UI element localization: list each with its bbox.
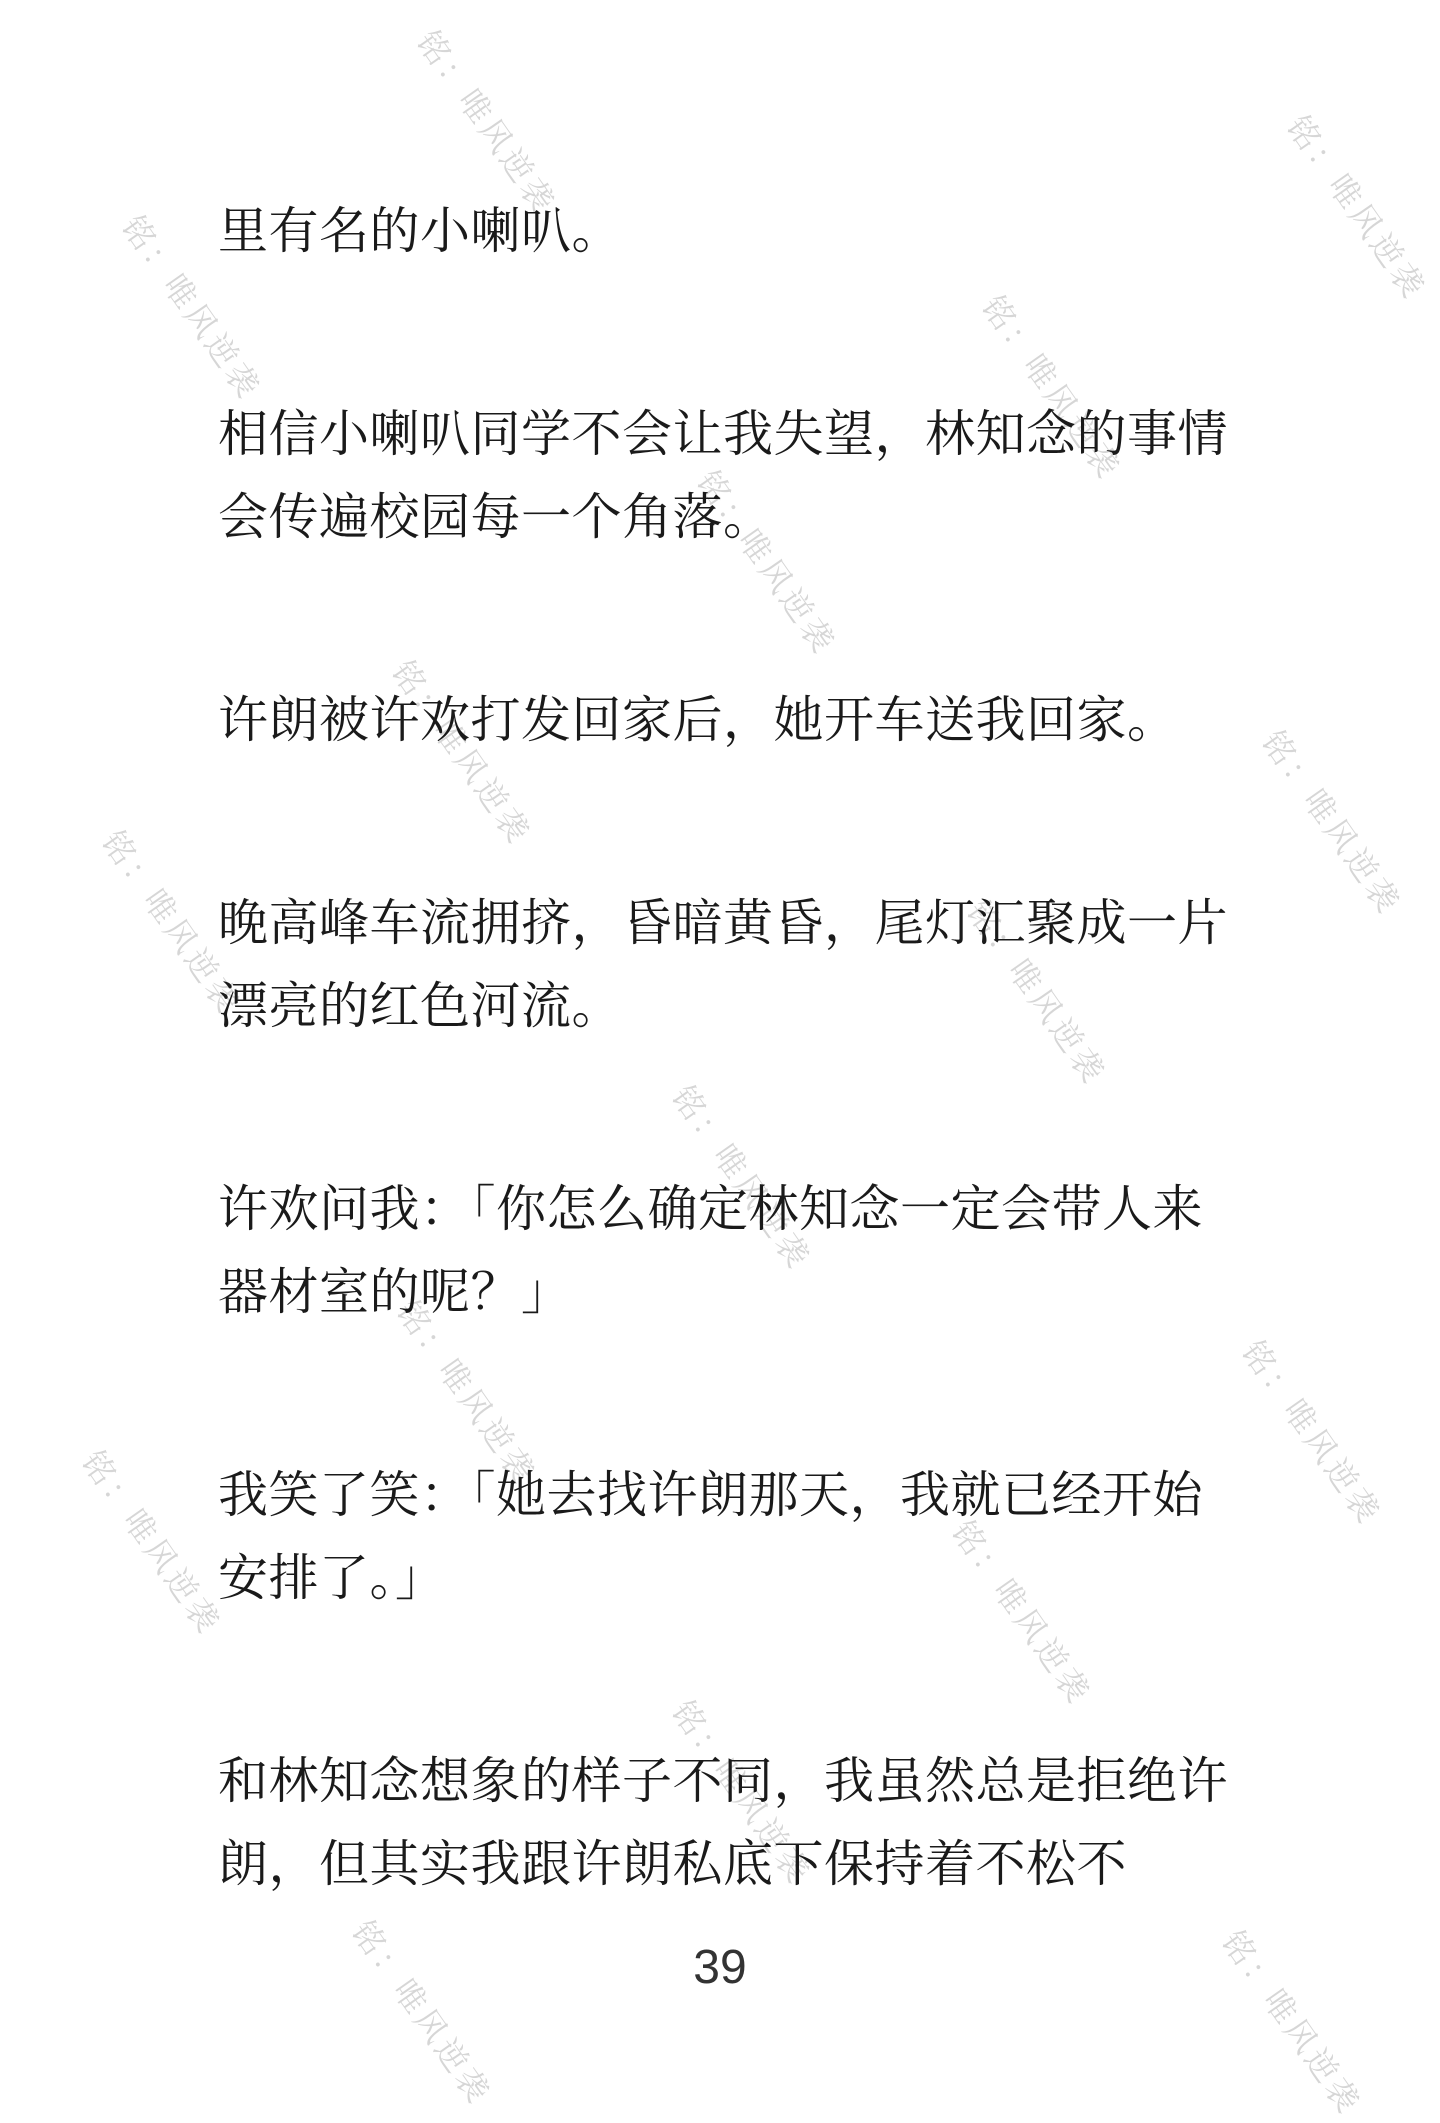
body-text: [218, 190, 1228, 1906]
watermark: 铭：唯风逆袭: [113, 208, 269, 408]
paragraph: 相信小喇叭同学不会让我失望，林知念的事情会传遍校园每一个角落。: [218, 405, 1228, 546]
paragraph: 和林知念想象的样子不同，我虽然总是拒绝许朗，但其实我跟许朗私底下保持着不松不: [218, 1752, 1228, 1893]
watermark: 铭：唯风逆袭: [383, 653, 539, 853]
watermark: 铭：唯风逆袭: [1233, 1333, 1389, 1533]
watermark: 铭：唯风逆袭: [973, 288, 1129, 488]
watermark: 铭：唯风逆袭: [943, 1513, 1099, 1713]
watermark: 铭：唯风逆袭: [388, 1293, 544, 1493]
watermark: 铭：唯风逆袭: [663, 1078, 819, 1278]
watermark: 铭：唯风逆袭: [688, 463, 844, 663]
paragraph: 晚高峰车流拥挤，昏暗黄昏，尾灯汇聚成一片漂亮的红色河流。: [218, 894, 1228, 1035]
paragraph: 许欢问我：「你怎么确定林知念一定会带人来器材室的呢？」: [218, 1180, 1203, 1321]
watermark: 铭：唯风逆袭: [1213, 1923, 1369, 2123]
page-number: 39: [693, 1941, 747, 1994]
watermark: 铭：唯风逆袭: [1278, 108, 1434, 308]
watermark: 铭：唯风逆袭: [93, 823, 249, 1023]
watermark: 铭：唯风逆袭: [958, 893, 1114, 1093]
watermark: 铭：唯风逆袭: [408, 23, 564, 223]
paragraph: 里有名的小喇叭。: [218, 202, 622, 260]
watermark: 铭：唯风逆袭: [663, 1693, 819, 1893]
watermark: 铭：唯风逆袭: [73, 1443, 229, 1643]
paragraph: 许朗被许欢打发回家后，她开车送我回家。: [218, 691, 1178, 749]
watermark: 铭：唯风逆袭: [343, 1913, 499, 2113]
watermark: 铭：唯风逆袭: [1253, 723, 1409, 923]
paragraph: 我笑了笑：「她去找许朗那天，我就已经开始安排了。」: [218, 1466, 1203, 1607]
